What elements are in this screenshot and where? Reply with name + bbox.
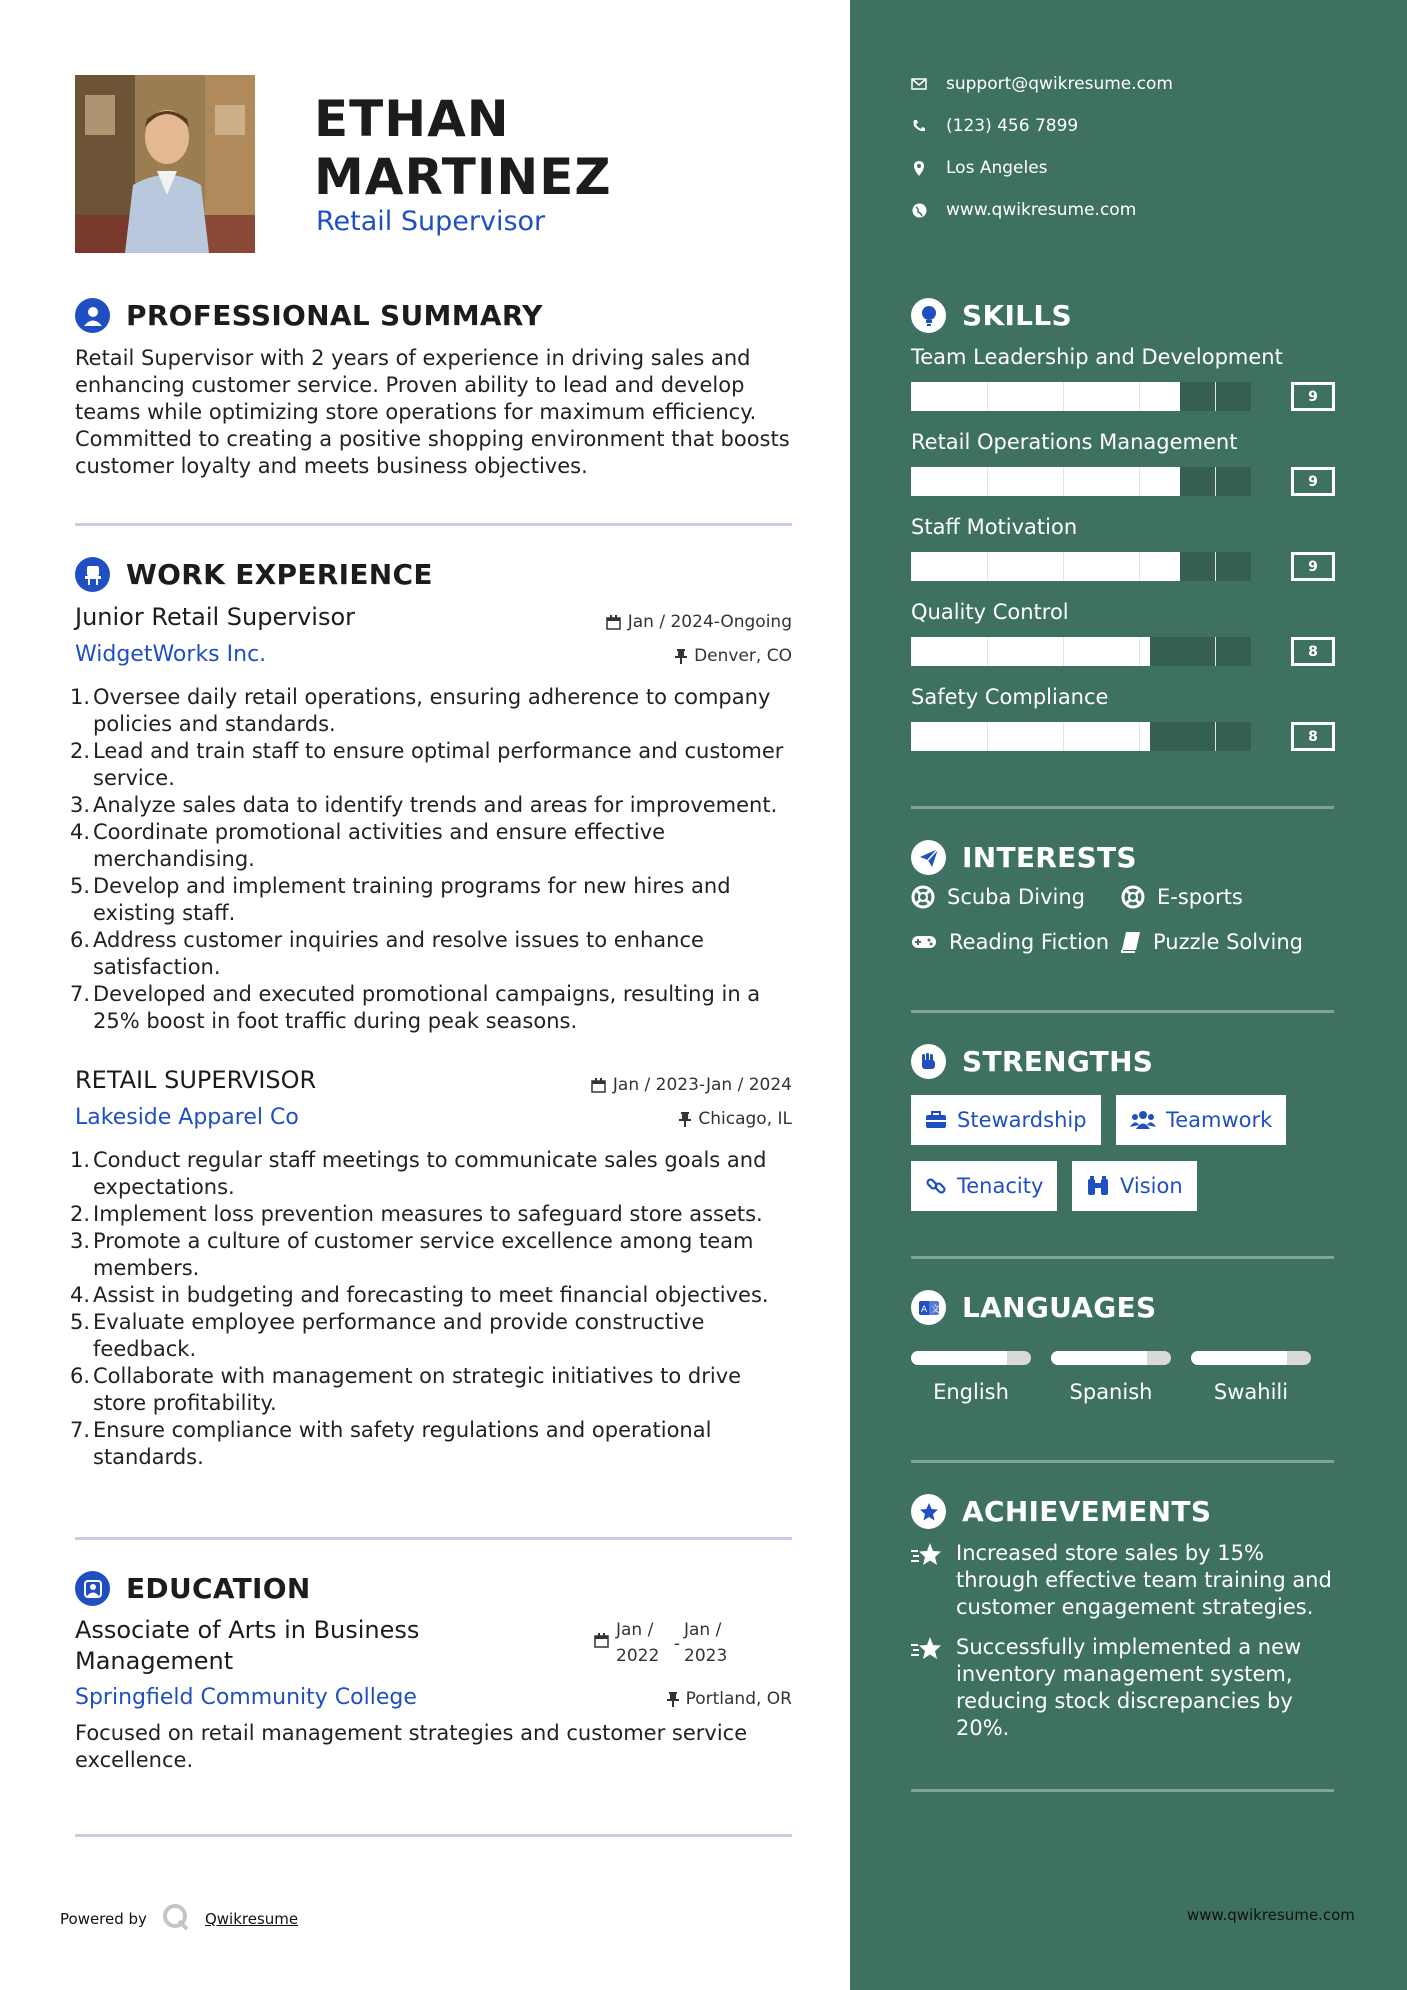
- globe-icon: [911, 202, 927, 218]
- list-item: Implement loss prevention measures to safeguard store assets.: [93, 1202, 763, 1226]
- skill-name: Retail Operations Management: [911, 430, 1238, 454]
- job-date: [560, 612, 792, 632]
- job-date: [560, 1075, 792, 1095]
- language-name: Swahili: [1213, 1380, 1289, 1404]
- section-divider: [75, 1834, 792, 1837]
- skill-segment-divider: [1139, 722, 1140, 751]
- list-item: Lead and train staff to ensure optimal performance and customer service.: [93, 739, 784, 790]
- svg-text:文: 文: [930, 1304, 940, 1315]
- job-location: [560, 646, 792, 666]
- skill-segment-divider: [987, 637, 988, 666]
- skill-level-bar: [911, 552, 1251, 581]
- job-location: [560, 1109, 792, 1129]
- skill-name: Team Leadership and Development: [911, 345, 1283, 369]
- skill-segment-divider: [1139, 552, 1140, 581]
- gamepad-icon: [911, 933, 937, 951]
- list-item: Coordinate promotional activities and ensure effective merchandising.: [93, 820, 666, 871]
- pin-icon: [679, 1112, 691, 1127]
- graduate-icon: [75, 1571, 110, 1606]
- education-start-date: Jan / 2022: [616, 1620, 660, 1666]
- strength-chip: [911, 1161, 1057, 1211]
- skill-segment-divider: [1063, 722, 1064, 751]
- powered-by-label: Powered by: [60, 1910, 147, 1928]
- section-divider: [911, 1460, 1334, 1463]
- section-title: EDUCATION: [126, 1572, 311, 1605]
- skill-score: 8: [1291, 637, 1335, 666]
- interests-heading: [911, 840, 1137, 875]
- skill-level-bar: [911, 637, 1251, 666]
- location-text: Los Angeles: [946, 158, 1048, 178]
- strengths-heading: [911, 1044, 1153, 1079]
- section-title: PROFESSIONAL SUMMARY: [126, 299, 543, 332]
- section-divider: [75, 1537, 792, 1540]
- section-title: INTERESTS: [962, 841, 1137, 874]
- achievement-text: Increased store sales by 15% through effective team training and customer engagement strategies.: [956, 1541, 1332, 1619]
- pin-icon: [675, 649, 687, 664]
- last-name: MARTINEZ: [314, 148, 612, 206]
- footer-website[interactable]: www.qwikresume.com: [1187, 1906, 1355, 1924]
- contact-website: [911, 200, 1136, 220]
- strength-label: Stewardship: [957, 1108, 1087, 1132]
- date-separator: -: [673, 1634, 681, 1654]
- profile-photo: [75, 75, 255, 253]
- skill-level-bar: [911, 467, 1251, 496]
- education-end-date: Jan / 2023: [684, 1620, 728, 1666]
- duties-list: [70, 684, 795, 1035]
- list-item: Address customer inquiries and resolve issues to enhance satisfaction.: [93, 928, 704, 979]
- skills-heading: [911, 298, 1072, 333]
- interest-item: [1121, 885, 1243, 909]
- achievements-heading: [911, 1494, 1211, 1529]
- section-title: WORK EXPERIENCE: [126, 558, 433, 591]
- website-text[interactable]: www.qwikresume.com: [946, 200, 1137, 220]
- section-title: SKILLS: [962, 299, 1072, 332]
- qwikresume-link[interactable]: Qwikresume: [204, 1910, 299, 1928]
- language-name: English: [933, 1380, 1009, 1404]
- list-item: Oversee daily retail operations, ensuring adherence to company policies and standards.: [93, 685, 771, 736]
- skill-segment-divider: [1215, 552, 1216, 581]
- user-icon: [75, 298, 110, 333]
- star-icon: [911, 1542, 945, 1572]
- skill-segment-divider: [987, 382, 988, 411]
- skill-segment-divider: [1063, 382, 1064, 411]
- contact-location: [911, 158, 1048, 178]
- skill-segment-divider: [1139, 637, 1140, 666]
- skill-segment-divider: [987, 722, 988, 751]
- strength-label: Teamwork: [1166, 1108, 1273, 1132]
- school-name: Springfield Community College: [75, 1685, 417, 1710]
- phone-text: (123) 456 7899: [946, 116, 1079, 136]
- interest-item: [911, 930, 1109, 954]
- list-item: Analyze sales data to identify trends and areas for improvement.: [93, 793, 778, 817]
- language-level-bar: [911, 1351, 1031, 1365]
- education-location-text: Portland, OR: [685, 1689, 792, 1709]
- powered-by: [60, 1902, 298, 1936]
- language-level-fill: [1051, 1351, 1147, 1365]
- job-location-text: Denver, CO: [694, 646, 792, 666]
- strength-chip: [911, 1095, 1101, 1145]
- job-title: Junior Retail Supervisor: [75, 603, 356, 631]
- company-name: Lakeside Apparel Co: [75, 1105, 299, 1130]
- interest-label: Scuba Diving: [947, 885, 1085, 909]
- skill-level-bar: [911, 382, 1251, 411]
- phone-icon: [911, 118, 927, 134]
- job-title: RETAIL SUPERVISOR: [75, 1066, 317, 1094]
- briefcase-icon: [925, 1111, 947, 1129]
- svg-text:A: A: [920, 1304, 927, 1315]
- list-item: Assist in budgeting and forecasting to meet financial objectives.: [93, 1283, 769, 1307]
- strength-chip: [1116, 1095, 1286, 1145]
- book-icon: [1121, 931, 1141, 953]
- interest-label: Reading Fiction: [949, 930, 1110, 954]
- candidate-name: [314, 90, 734, 206]
- fist-icon: [911, 1044, 946, 1079]
- skill-segment-divider: [987, 467, 988, 496]
- list-item: Ensure compliance with safety regulations and operational standards.: [93, 1418, 712, 1469]
- language-level-fill: [1191, 1351, 1287, 1365]
- section-divider: [911, 1789, 1334, 1792]
- interest-item: [1121, 930, 1303, 954]
- skill-segment-divider: [1139, 467, 1140, 496]
- education-description: Focused on retail management strategies and customer service excellence.: [75, 1721, 748, 1772]
- skill-segment-divider: [1215, 467, 1216, 496]
- achievement-text: Successfully implemented a new inventory management system, reducing stock discrepancies by 20%.: [956, 1635, 1302, 1740]
- degree-title: Associate of Arts in Business Management: [75, 1616, 420, 1675]
- list-item: Conduct regular staff meetings to communicate sales goals and expectations.: [93, 1148, 767, 1199]
- interest-item: [911, 885, 1085, 909]
- chair-icon: [75, 557, 110, 592]
- achievement-item: [911, 1634, 1336, 1742]
- summary-text: Retail Supervisor with 2 years of experience in driving sales and enhancing customer service. Proven ability to lead and develop teams while optimizing store operations for maximum efficiency. Committed to creating a positive shopping environment that boosts customer loyalty and meets business objectives.: [75, 346, 790, 478]
- section-divider: [75, 523, 792, 526]
- paper-plane-icon: [911, 840, 946, 875]
- skill-name: Staff Motivation: [911, 515, 1078, 539]
- skill-score: 9: [1291, 552, 1335, 581]
- strength-label: Tenacity: [957, 1174, 1044, 1198]
- experience-heading: [75, 557, 433, 592]
- section-title: ACHIEVEMENTS: [962, 1495, 1212, 1528]
- interest-label: E-sports: [1157, 885, 1243, 909]
- sidebar: [850, 0, 1407, 1990]
- language-icon: [911, 1290, 946, 1325]
- skill-name: Quality Control: [911, 600, 1069, 624]
- list-item: Evaluate employee performance and provide constructive feedback.: [93, 1310, 705, 1361]
- list-item: Developed and executed promotional campaigns, resulting in a 25% boost in foot traffic during peak seasons.: [93, 982, 761, 1033]
- calendar-icon: [606, 615, 621, 630]
- education-date: [594, 1617, 738, 1669]
- interest-label: Puzzle Solving: [1153, 930, 1303, 954]
- strength-label: Vision: [1120, 1174, 1183, 1198]
- company-name: WidgetWorks Inc.: [75, 642, 267, 667]
- link-icon: [925, 1175, 947, 1197]
- duties-list: [70, 1147, 795, 1471]
- section-divider: [911, 1256, 1334, 1259]
- section-title: LANGUAGES: [962, 1291, 1157, 1324]
- skill-segment-divider: [1063, 552, 1064, 581]
- star-badge-icon: [911, 1494, 946, 1529]
- skill-level-fill: [911, 722, 1150, 751]
- language-level-bar: [1051, 1351, 1171, 1365]
- binoculars-icon: [1086, 1176, 1110, 1196]
- skill-level-fill: [911, 637, 1150, 666]
- languages-heading: [911, 1290, 1156, 1325]
- skill-segment-divider: [1215, 637, 1216, 666]
- skill-segment-divider: [1063, 637, 1064, 666]
- job-date-text: Jan / 2023-Jan / 2024: [612, 1075, 792, 1095]
- map-marker-icon: [911, 160, 927, 176]
- calendar-icon: [594, 1633, 609, 1648]
- skill-level-bar: [911, 722, 1251, 751]
- envelope-icon: [911, 76, 927, 92]
- language-name: Spanish: [1069, 1380, 1153, 1404]
- calendar-icon: [591, 1078, 606, 1093]
- list-item: Develop and implement training programs for new hires and existing staff.: [93, 874, 731, 925]
- lightbulb-icon: [911, 298, 946, 333]
- language-level-bar: [1191, 1351, 1311, 1365]
- skill-score: 9: [1291, 467, 1335, 496]
- section-title: STRENGTHS: [962, 1045, 1154, 1078]
- contact-phone: [911, 116, 1078, 136]
- pin-icon: [667, 1692, 679, 1707]
- language-level-fill: [911, 1351, 1007, 1365]
- first-name: ETHAN: [314, 90, 510, 148]
- section-divider: [911, 1010, 1334, 1013]
- contact-email: [911, 74, 1173, 94]
- education-location: [560, 1689, 792, 1709]
- list-item: Promote a culture of customer service excellence among team members.: [93, 1229, 754, 1280]
- skill-segment-divider: [1215, 382, 1216, 411]
- skill-segment-divider: [1063, 467, 1064, 496]
- email-text[interactable]: support@qwikresume.com: [946, 74, 1173, 94]
- qwikresume-logo-icon: [161, 1902, 191, 1936]
- skill-segment-divider: [1139, 382, 1140, 411]
- skill-name: Safety Compliance: [911, 685, 1109, 709]
- education-heading: [75, 1571, 311, 1606]
- strength-chip: [1072, 1161, 1197, 1211]
- job-date-text: Jan / 2024-Ongoing: [627, 612, 792, 632]
- skill-score: 8: [1291, 722, 1335, 751]
- users-icon: [1130, 1110, 1156, 1130]
- life-ring-icon: [1121, 885, 1145, 909]
- summary-heading: [75, 298, 543, 333]
- skill-segment-divider: [987, 552, 988, 581]
- life-ring-icon: [911, 885, 935, 909]
- skill-score: 9: [1291, 382, 1335, 411]
- section-divider: [911, 806, 1334, 809]
- achievement-item: [911, 1540, 1336, 1621]
- job-location-text: Chicago, IL: [698, 1109, 792, 1129]
- skill-segment-divider: [1215, 722, 1216, 751]
- candidate-role: Retail Supervisor: [316, 206, 546, 237]
- list-item: Collaborate with management on strategic initiatives to drive store profitability.: [93, 1364, 742, 1415]
- star-icon: [911, 1636, 945, 1666]
